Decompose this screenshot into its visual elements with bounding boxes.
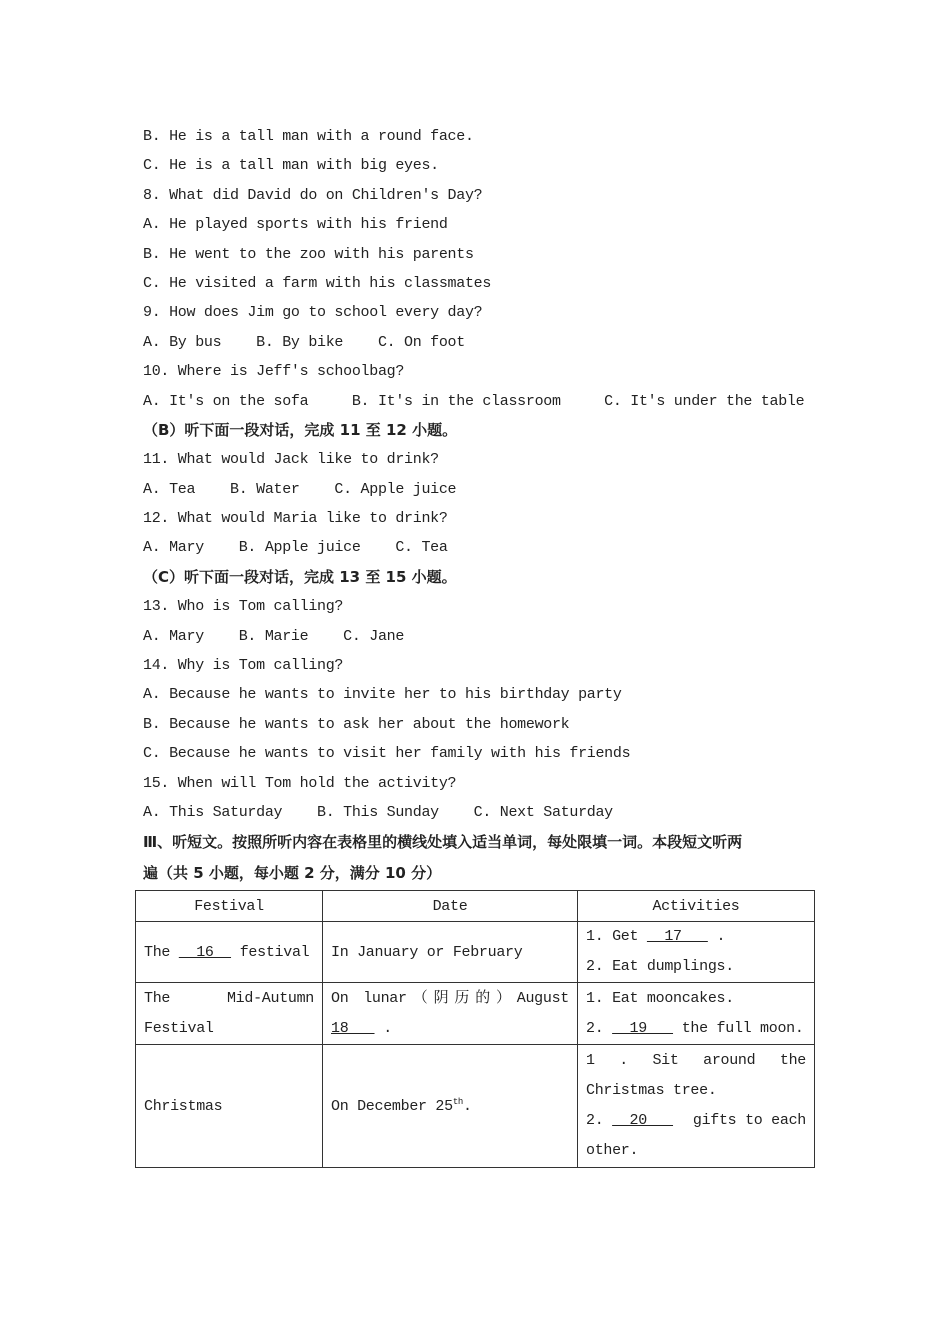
question-line: 15. When will Tom hold the activity? (143, 774, 457, 792)
option-line: B. He is a tall man with a round face. (143, 128, 474, 145)
festival-cell (136, 922, 323, 983)
question-line: 10. Where is Jeff's schoolbag? (143, 363, 405, 381)
date-line: On lunar（阴历的）August (331, 989, 569, 1007)
text: . (374, 1019, 392, 1037)
option-line: A. This Saturday B. This Sunday C. Next Saturday (143, 803, 613, 821)
activity-line: other. (586, 1142, 639, 1159)
table-row (136, 922, 815, 983)
festival-cell: Christmas (136, 1045, 323, 1168)
section-3-heading: Ⅲ、听短文。按照所听内容在表格里的横线处填入适当单词，每处限填一词。本段短文听两 (143, 833, 743, 852)
blank-19: 19 (612, 1019, 674, 1037)
option-line: A. It's on the sofa B. It's in the classroom C. It's under the table (143, 392, 805, 410)
question-line: 9. How does Jim go to school every day? (143, 304, 483, 322)
option-line: A. Mary B. Apple juice C. Tea (143, 539, 448, 557)
table-row (136, 983, 815, 1045)
header-festival: Festival (136, 891, 323, 922)
date-cell: In January or February (323, 922, 578, 983)
option-line: A. By bus B. By bike C. On foot (143, 333, 465, 351)
question-line: 11. What would Jack like to drink? (143, 451, 439, 469)
text: . (463, 1098, 472, 1115)
blank-17: 17 (646, 928, 708, 945)
blank-18: 18 (331, 1019, 375, 1037)
activity-line: Christmas tree. (586, 1082, 717, 1099)
text: the full moon. (673, 1019, 804, 1037)
section-c-heading: （C）听下面一段对话，完成 13 至 15 小题。 (143, 567, 457, 586)
question-sheet (143, 122, 823, 889)
activities-cell (578, 922, 815, 983)
option-line: C. He visited a farm with his classmates (143, 274, 492, 292)
blank-16: 16 (178, 943, 232, 961)
option-line: A. Because he wants to invite her to his birthday party (143, 686, 622, 704)
date-cell (323, 1045, 578, 1168)
text: gifts to each (684, 1112, 806, 1129)
activities-cell (578, 983, 815, 1045)
option-line: A. Tea B. Water C. Apple juice (143, 480, 457, 498)
text: 2. (586, 1112, 613, 1129)
superscript: th (452, 1097, 464, 1107)
option-line: B. Because he wants to ask her about the homework (143, 715, 570, 733)
question-line: 13. Who is Tom calling? (143, 598, 344, 616)
text: The (144, 989, 171, 1007)
blank-20: 20 (612, 1112, 674, 1129)
question-line: 14. Why is Tom calling? (143, 657, 344, 675)
text: On December 25 (331, 1098, 453, 1115)
text: festival (231, 943, 310, 961)
option-line: C. He is a tall man with big eyes. (143, 157, 439, 175)
section-b-heading: （B）听下面一段对话，完成 11 至 12 小题。 (143, 420, 458, 439)
question-line: 8. What did David do on Children's Day? (143, 186, 483, 204)
table-row (136, 1045, 815, 1168)
header-activities: Activities (578, 891, 815, 922)
text: 2. (586, 1019, 613, 1037)
option-line: A. Mary B. Marie C. Jane (143, 627, 405, 645)
option-line: A. He played sports with his friend (143, 216, 448, 234)
date-cell (323, 983, 578, 1045)
question-line: 12. What would Maria like to drink? (143, 510, 448, 528)
activity-line: 1 . Sit around the (586, 1052, 806, 1069)
text: Mid-Autumn (226, 989, 314, 1007)
text: Festival (144, 1019, 214, 1037)
text: 1. Get (586, 928, 647, 945)
text: . (707, 928, 726, 945)
festival-cell (136, 983, 323, 1045)
option-line: C. Because he wants to visit her family with his friends (143, 745, 631, 763)
table-header-row (136, 891, 815, 922)
option-line: B. He went to the zoo with his parents (143, 245, 474, 263)
header-date: Date (323, 891, 578, 922)
activity-line: 1. Eat mooncakes. (586, 989, 734, 1007)
activities-cell (578, 1045, 815, 1168)
activity-line: 2. Eat dumplings. (586, 958, 734, 975)
text: The (144, 943, 179, 961)
festival-table (135, 890, 815, 1168)
section-3-heading-cont: 遍（共 5 小题，每小题 2 分，满分 10 分） (143, 864, 442, 883)
